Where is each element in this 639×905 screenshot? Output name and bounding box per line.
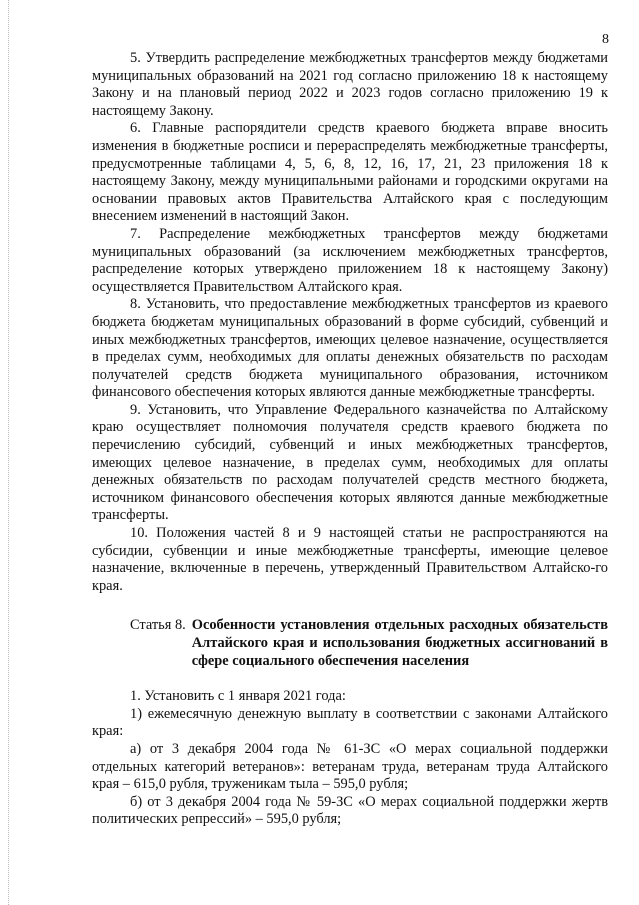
paragraph-8: 8. Установить, что предоставление межбюджетных трансфертов из краевого бюджета бюджетам муниципальных образований в форме субсидий, субвенций и иных межбюджетных трансфертов, имеющих целевое назначение, осуществляется в пределах сумм, необходимых для оплаты денежных обязательств по расходам получателей средств бюджета муниципального образования, источником финансового обеспечения которых являются данные межбюджетные трансферты. xyxy=(92,296,608,401)
paragraph-5: 5. Утвердить распределение межбюджетных трансфертов между бюджетами муниципальных образований на 2021 год согласно приложению 18 к настоящему Закону и на плановый период 2022 и 2023 годов согласно приложению 19 к настоящему Закону. xyxy=(92,50,608,119)
page-number: 8 xyxy=(602,32,609,47)
scan-edge-dots xyxy=(8,0,9,905)
article-8-subitem-a: а) от 3 декабря 2004 года № 61-ЗС «О мерах социальной поддержки отдельных категорий ветеранов»: ветеранам труда, ветеранам труда Алтайского края – 615,0 рубля, труженикам тыла – 595,0 рубля; xyxy=(92,740,608,793)
article-heading xyxy=(92,617,608,670)
article-8-item-1: 1. Установить с 1 января 2021 года: xyxy=(130,688,346,705)
document-body xyxy=(92,50,608,829)
article-title: Особенности установления отдельных расходных обязательств Алтайского края и использования бюджетных ассигнований в сфере социального обеспечения населения xyxy=(191,617,608,669)
paragraph-10: 10. Положения частей 8 и 9 настоящей статьи не распространяются на субсидии, субвенции и иные межбюджетные трансферты, имеющие целевое назначение, включенные в перечень, утвержденный Правительством Алтайско-го края. xyxy=(92,525,608,594)
article-8-subitem-b: б) от 3 декабря 2004 года № 59-ЗС «О мерах социальной поддержки жертв политических репрессий» – 595,0 рубля; xyxy=(92,793,608,828)
article-number: Статья 8. xyxy=(130,617,186,634)
article-8-subitem-1: 1) ежемесячную денежную выплату в соответствии с законами Алтайского края: xyxy=(92,705,608,740)
paragraph-6: 6. Главные распорядители средств краевого бюджета вправе вносить изменения в бюджетные росписи и перераспределять межбюджетные трансферты, предусмотренные таблицами 4, 5, 6, 8, 12, 16, 17, 21, 23 приложения 18 к настоящему Закону, между муниципальными районами и городскими округами на основании правовых актов Правительства Алтайского края с последующим внесением изменений в настоящий Закон. xyxy=(92,120,608,225)
paragraph-9: 9. Установить, что Управление Федерального казначейства по Алтайскому краю осуществляет полномочия получателя средств краевого бюджета по перечислению субсидий, субвенций и иных межбюджетных трансфертов, имеющих целевое назначение, в пределах сумм, необходимых для оплаты денежных обязательств по расходам получателей средств местного бюджета, источником финансового обеспечения которых являются данные межбюджетные трансферты. xyxy=(92,401,608,524)
paragraph-7: 7. Распределение межбюджетных трансфертов между бюджетами муниципальных образований (за исключением межбюджетных трансфертов, распределение которых утверждено приложением 18 к настоящему Закону) осуществляется Правительством Алтайского края. xyxy=(92,225,608,295)
